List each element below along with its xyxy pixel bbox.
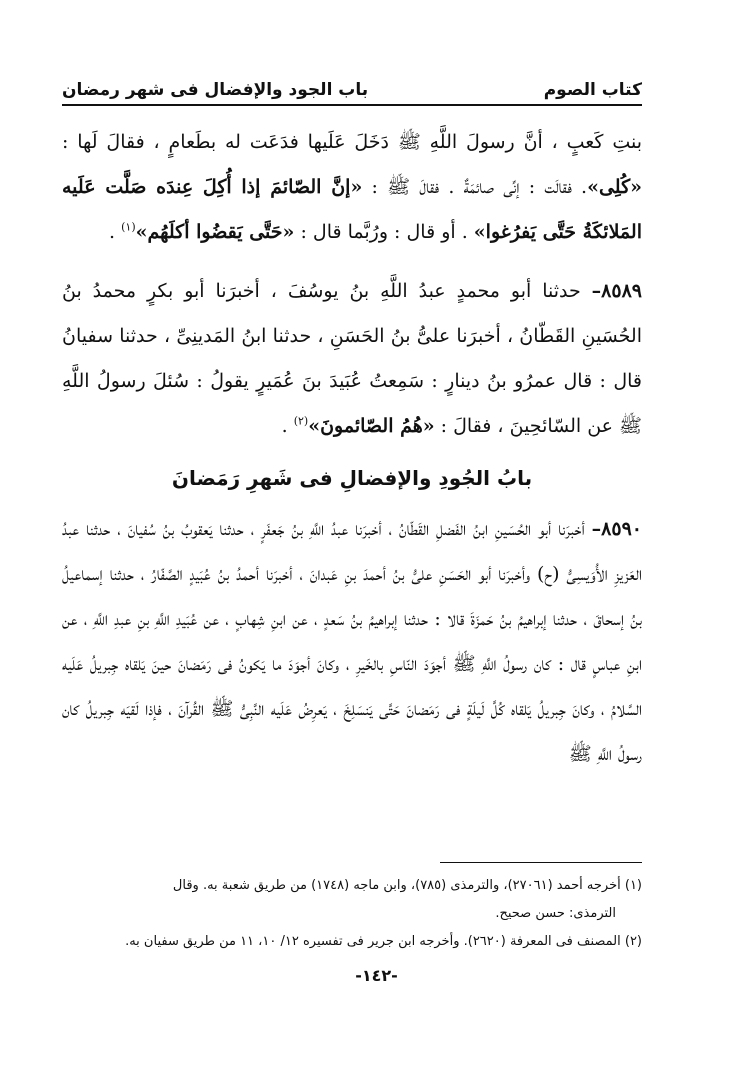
hadith-8590: ٨٥٩٠– أخبرَنا أبو الحُسَينِ ابنُ الفَضلِ القَطّانُ ، أخبرَنا عبدُ اللَّهِ بنُ جَعفَرٍ ، حدثنا يَعقوبُ بنُ سُفيانَ ، حدثنا عبدُ العَزيزِ الأُوَيسِىُّ (ح) وأخبرَنا أبو الحَسَنِ علىُّ بنُ أحمدَ بنِ عَبدانَ ، أخبرَنا أحمدُ بنُ عُبَيدٍ الصَّفّارُ ، حدثنا إسماعيلُ بنُ إسحاقَ ، حدثنا إبراهيمُ بنُ حَمزَةَ قالا : حدثنا إبراهيمُ بنُ سَعدٍ ، عن ابنِ شِهابٍ ، عن عُبَيدِ اللَّهِ بنِ عبدِ اللَّهِ ، عن ابنِ عباسٍ قال : كان رسولُ اللَّهِ ﷺ أجوَدَ النّاسِ بالخَيرِ ، وكانَ أجوَدَ ما يَكونُ فى رَمَضانَ حينَ يَلقاه جِبريلُ عَلَيه السَّلامُ ، وكانَ جِبريلُ يَلقاه كُلَّ لَيلَةٍ فى رَمَضانَ حَتَّى يَنسَلِخَ ، يَعرِضُ عَلَيه النَّبِىُّ ﷺ القُرآنَ ، فإذا لَقيَه جِبريلُ كان رسولُ اللَّهِ ﷺ bbox=[62, 518, 642, 765]
hadith-quote: «إنَّ الصّائمَ إذا أُكِلَ عِندَه صَلَّت عَلَيه المَلائكَةُ حَتَّى يَفرُغوا» bbox=[62, 176, 642, 243]
paragraph-gap bbox=[62, 255, 642, 269]
footnote-1-continued: الترمذى: حسن صحيح. bbox=[495, 906, 616, 921]
footnote-2: (٢) المصنف فى المعرفة (٢٦٢٠). وأخرجه ابن جرير فى تفسيره ١٢/ ١٠، ١١ من طريق سفيان به. bbox=[125, 934, 642, 949]
hadith-quote: «حَتَّى يَقضُوا أكلَهُم» bbox=[135, 221, 295, 243]
hadith-number: ٨٥٨٩– bbox=[591, 280, 642, 302]
footnote-ref: (٢) bbox=[293, 414, 309, 428]
footnote-ref: (١) bbox=[121, 220, 136, 234]
footnote-rule bbox=[440, 862, 642, 863]
hadith-number: ٨٥٩٠– bbox=[591, 518, 642, 540]
hadith-8589: ٨٥٨٩– حدثنا أبو محمدٍ عبدُ اللَّهِ بنُ يوسُفَ ، أخبرَنا أبو بكرٍ محمدُ بنُ الحُسَينِ القَطّانُ ، أخبرَنا علىُّ بنُ الحَسَنِ ، حدثنا ابنُ المَدينِىِّ ، حدثنا سفيانُ قال : قال عمرُو بنُ دينارٍ : سَمِعتُ عُبَيدَ بنَ عُمَيرٍ يقولُ : سُئلَ رسولُ اللَّهِ ﷺ عن السّائحِينَ ، فقالَ : «هُمُ الصّائمونَ»$^{(٢)}$ . bbox=[62, 280, 642, 437]
header-book-title: كتاب الصوم bbox=[543, 80, 642, 100]
header-rule bbox=[62, 104, 642, 106]
hadith-quote: «هُمُ الصّائمونَ» bbox=[308, 415, 435, 437]
footnote-1: (١) أخرجه أحمد (٢٧٠٦١)، والترمذى (٧٨٥)، وابن ماجه (١٧٤٨) من طريق شعبة به. وقال bbox=[172, 878, 642, 893]
chapter-heading: بابُ الجُودِ والإفضالِ فى شَهرِ رَمَضانَ bbox=[171, 466, 533, 490]
footnotes bbox=[62, 872, 642, 956]
page-number: -١٤٢- bbox=[355, 966, 398, 985]
paragraph-continuation: بنتِ كَعبٍ ، أنَّ رسولَ اللَّهِ ﷺ دَخَلَ عَلَيها فدَعَت له بطَعامٍ ، فقالَ لَها : «كُلِى». فقالَت : إنِّى صائمَةٌ . فقالَ ﷺ : «إنَّ الصّائمَ إذا أُكِلَ عِندَه صَلَّت عَلَيه المَلائكَةُ حَتَّى يَفرُغوا» . أو قال : ورُبَّما قال : «حَتَّى يَقضُوا أكلَهُم»$^{(١)}$ . bbox=[62, 131, 643, 243]
running-header bbox=[62, 72, 642, 100]
header-chapter-title: باب الجود والإفضال فى شهر رمضان bbox=[62, 80, 369, 100]
hadith-quote: «كُلِى» bbox=[587, 176, 643, 198]
main-text bbox=[62, 120, 642, 777]
